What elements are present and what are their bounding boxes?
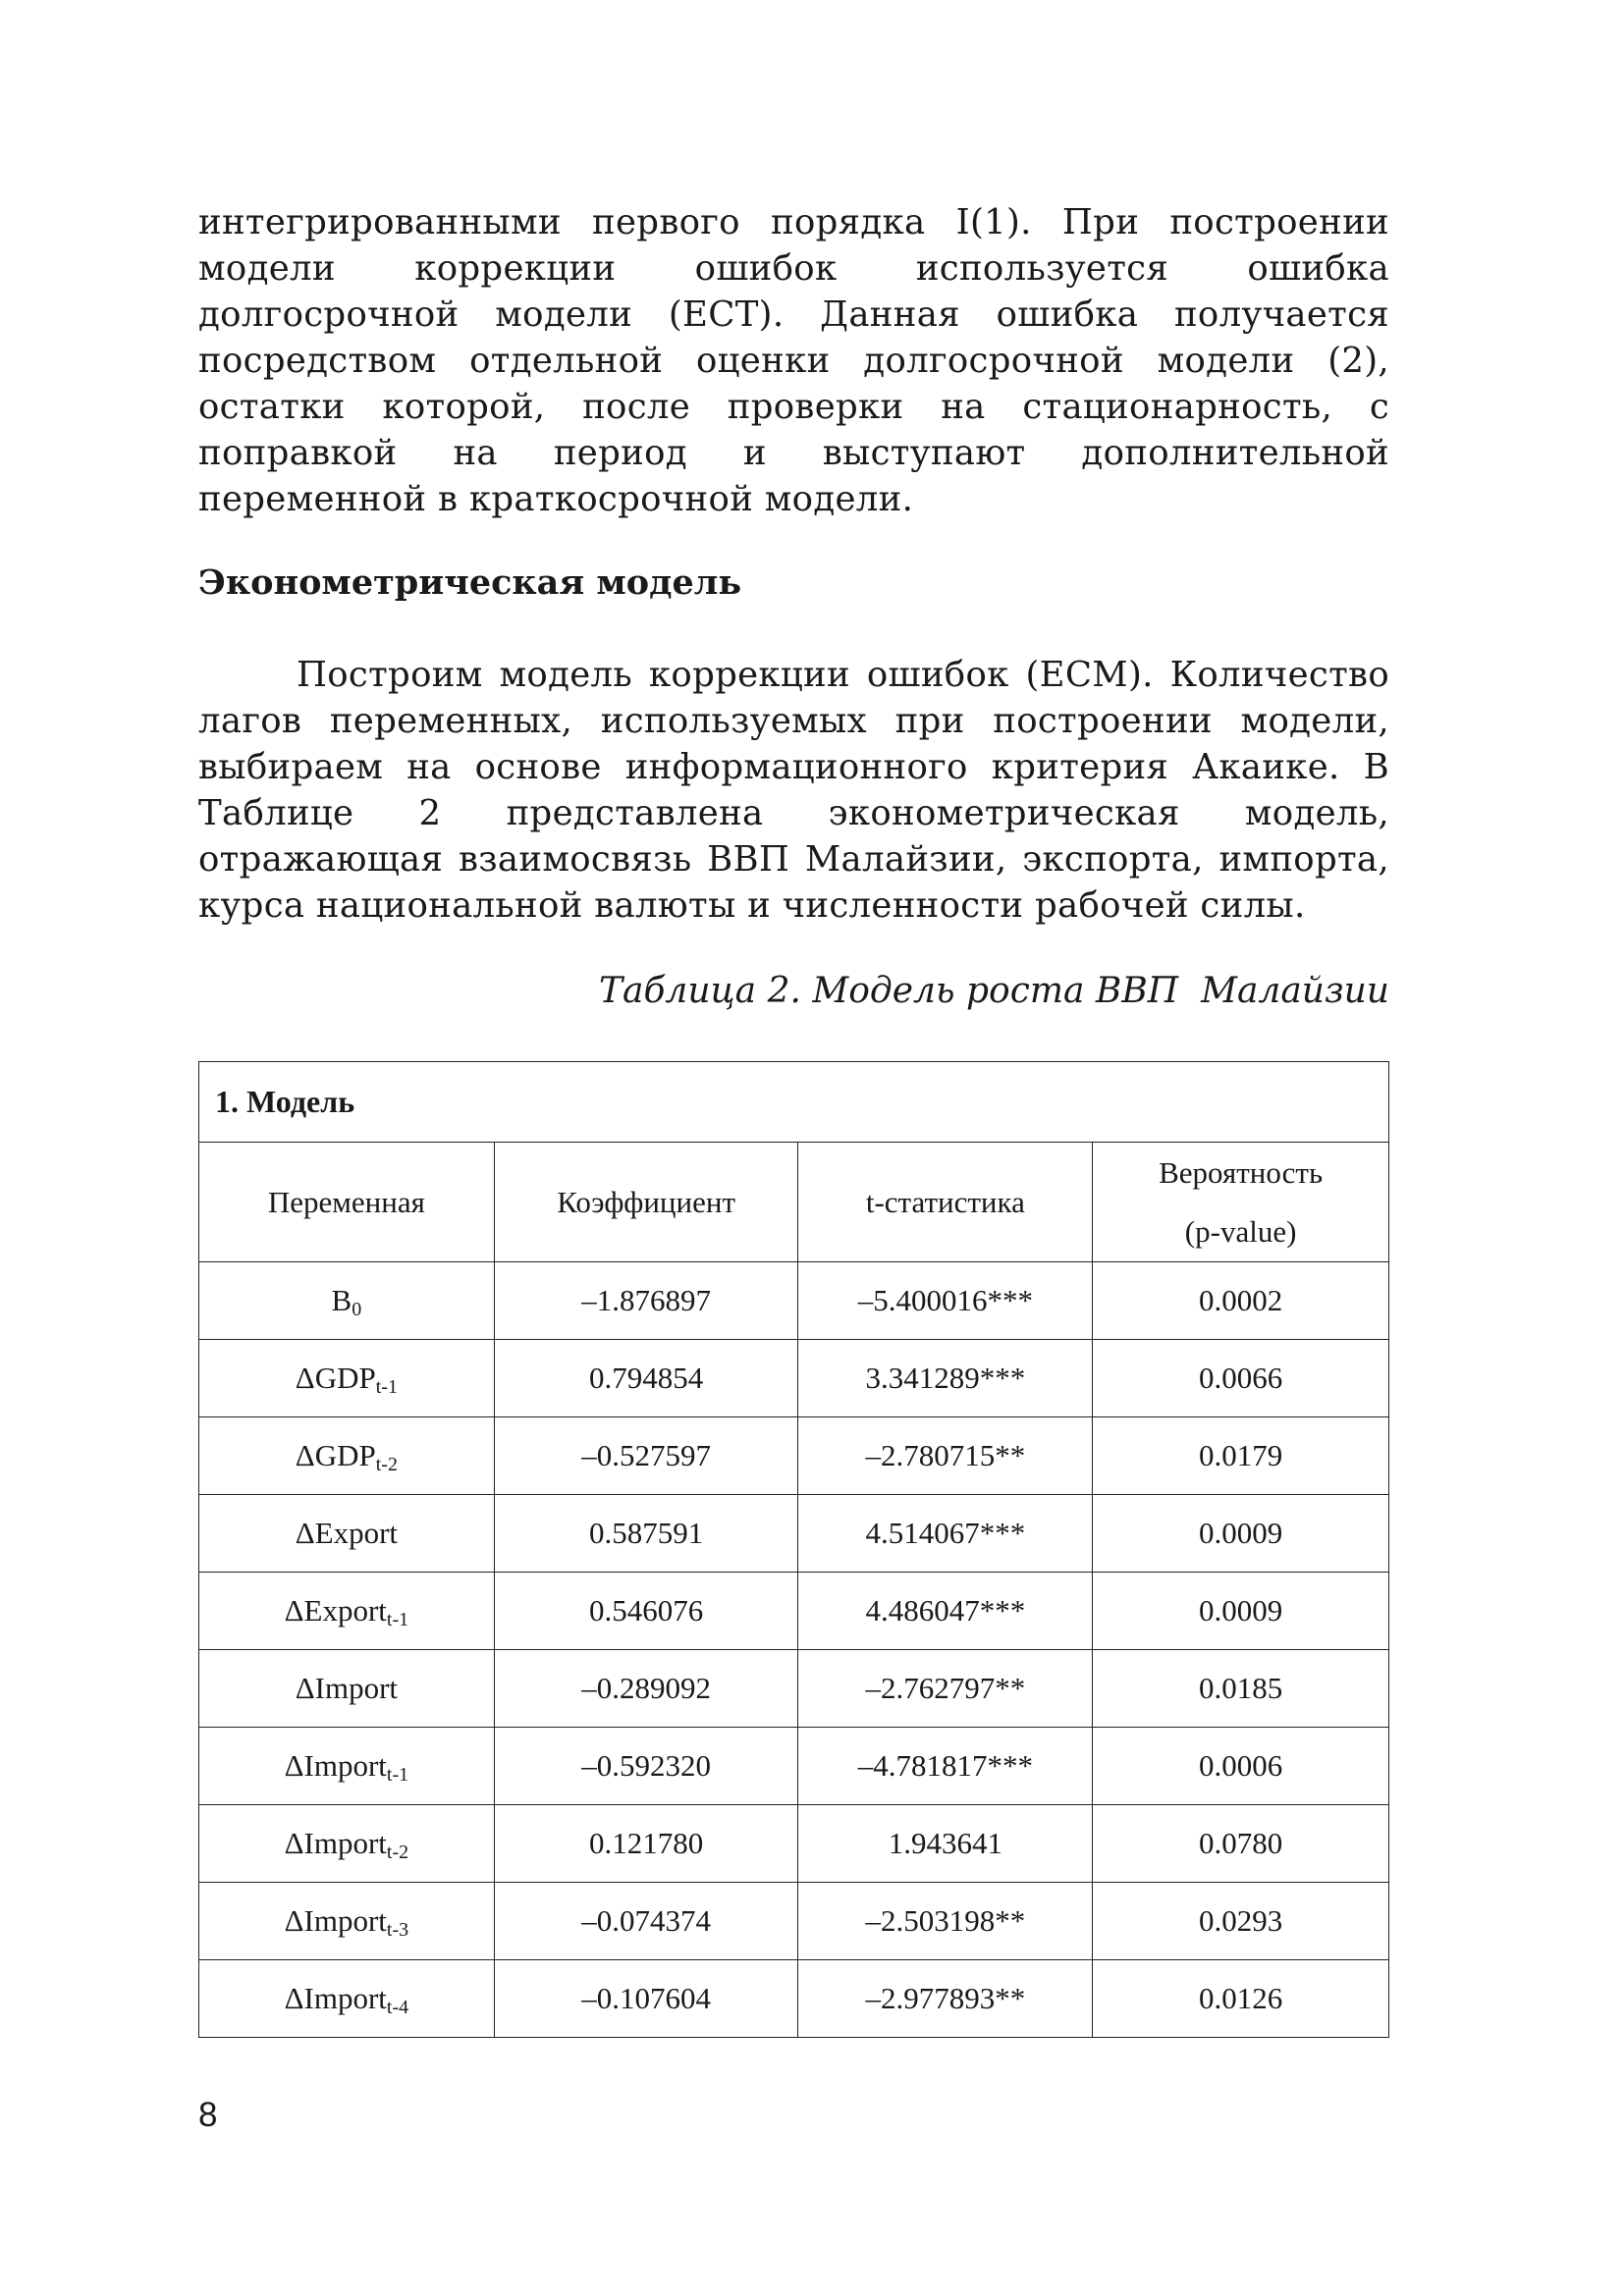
cell-variable (199, 1960, 495, 2038)
cell-variable (199, 1805, 495, 1883)
variable-lag-subscript: t-1 (386, 1764, 409, 1786)
table-header-row (199, 1143, 1389, 1262)
cell-variable (199, 1650, 495, 1728)
cell-coefficient: 0.546076 (494, 1573, 798, 1650)
cell-p-value: 0.0066 (1093, 1340, 1389, 1417)
cell-t-stat: –4.781817*** (798, 1728, 1093, 1805)
cell-p-value: 0.0179 (1093, 1417, 1389, 1495)
variable-name: ΔImport (284, 1903, 387, 1938)
cell-coefficient: 0.794854 (494, 1340, 798, 1417)
cell-p-value: 0.0185 (1093, 1650, 1389, 1728)
cell-t-stat: 4.514067*** (798, 1495, 1093, 1573)
variable-lag-subscript: t-1 (375, 1376, 398, 1398)
variable-name: ΔImport (284, 1981, 387, 2015)
cell-p-value: 0.0126 (1093, 1960, 1389, 2038)
cell-p-value: 0.0780 (1093, 1805, 1389, 1883)
header-probability-line1: Вероятность (1159, 1154, 1324, 1190)
variable-lag-subscript: t-3 (386, 1919, 409, 1941)
cell-t-stat: –5.400016*** (798, 1262, 1093, 1340)
cell-variable (199, 1728, 495, 1805)
cell-variable (199, 1573, 495, 1650)
cell-coefficient: 0.121780 (494, 1805, 798, 1883)
variable-lag-subscript: t-4 (386, 1997, 409, 2018)
variable-name: ΔImport (295, 1671, 399, 1705)
table-caption: Таблица 2. Модель роста ВВП Малайзии (598, 971, 1389, 1011)
table-row (199, 1495, 1389, 1573)
cell-coefficient: –1.876897 (494, 1262, 798, 1340)
cell-variable (199, 1417, 495, 1495)
variable-name: ΔImport (284, 1748, 387, 1783)
variable-name: ΔGDP (295, 1438, 376, 1472)
cell-t-stat: –2.503198** (798, 1883, 1093, 1960)
section-heading: Эконометрическая модель (198, 562, 742, 603)
body-paragraph-2: Построим модель коррекции ошибок (ECM). Количество лагов переменных, используемых при построении модели, выбираем на основе информационного критерия Акаике. В Таблице 2 представлена эконометрическая модель, отражающая взаимосвязь ВВП Малайзии, экспорта, импорта, курса национальной валюты и численности рабочей силы. (198, 655, 1389, 926)
variable-lag-subscript: t-2 (386, 1842, 409, 1863)
table-row (199, 1417, 1389, 1495)
cell-variable (199, 1883, 495, 1960)
cell-coefficient: 0.587591 (494, 1495, 798, 1573)
table-section-label: 1. Модель (199, 1062, 1389, 1143)
cell-coefficient: –0.592320 (494, 1728, 798, 1805)
cell-p-value: 0.0009 (1093, 1495, 1389, 1573)
variable-name: ΔGDP (295, 1361, 376, 1395)
table-row (199, 1340, 1389, 1417)
header-t-stat: t-статистика (798, 1143, 1093, 1262)
variable-lag-subscript: t-2 (375, 1454, 398, 1475)
header-coefficient: Коэффициент (494, 1143, 798, 1262)
cell-p-value: 0.0002 (1093, 1262, 1389, 1340)
cell-coefficient: –0.074374 (494, 1883, 798, 1960)
cell-p-value: 0.0006 (1093, 1728, 1389, 1805)
variable-name: ΔExport (284, 1593, 387, 1628)
cell-t-stat: –2.780715** (798, 1417, 1093, 1495)
table-row (199, 1650, 1389, 1728)
table-row (199, 1728, 1389, 1805)
cell-t-stat: –2.762797** (798, 1650, 1093, 1728)
cell-variable (199, 1340, 495, 1417)
cell-t-stat: 3.341289*** (798, 1340, 1093, 1417)
variable-name: B (331, 1283, 352, 1317)
body-paragraph-1: интегрированными первого порядка I(1). При построении модели коррекции ошибок используется ошибка долгосрочной модели (ECT). Данная ошибка получается посредством отдельной оценки долгосрочной модели (2), остатки которой, после проверки на стационарность, с поправкой на период и выступают дополнительной переменной в краткосрочной модели. (198, 202, 1389, 519)
table-row (199, 1960, 1389, 2038)
header-variable: Переменная (199, 1143, 495, 1262)
variable-name: ΔImport (284, 1826, 387, 1860)
table-row (199, 1883, 1389, 1960)
table-row (199, 1262, 1389, 1340)
page-number: 8 (198, 2096, 218, 2134)
cell-variable (199, 1262, 495, 1340)
header-probability (1093, 1143, 1389, 1262)
cell-t-stat: –2.977893** (798, 1960, 1093, 2038)
model-table (198, 1061, 1389, 2038)
cell-variable (199, 1495, 495, 1573)
variable-lag-subscript: t-1 (386, 1609, 409, 1630)
cell-coefficient: –0.289092 (494, 1650, 798, 1728)
cell-p-value: 0.0009 (1093, 1573, 1389, 1650)
cell-t-stat: 1.943641 (798, 1805, 1093, 1883)
cell-t-stat: 4.486047*** (798, 1573, 1093, 1650)
table-row (199, 1573, 1389, 1650)
header-probability-line2: (p-value) (1184, 1213, 1297, 1249)
cell-p-value: 0.0293 (1093, 1883, 1389, 1960)
variable-lag-subscript: 0 (352, 1299, 362, 1320)
variable-name: ΔExport (295, 1516, 399, 1550)
table-row (199, 1805, 1389, 1883)
table-section-row (199, 1062, 1389, 1143)
cell-coefficient: –0.107604 (494, 1960, 798, 2038)
cell-coefficient: –0.527597 (494, 1417, 798, 1495)
